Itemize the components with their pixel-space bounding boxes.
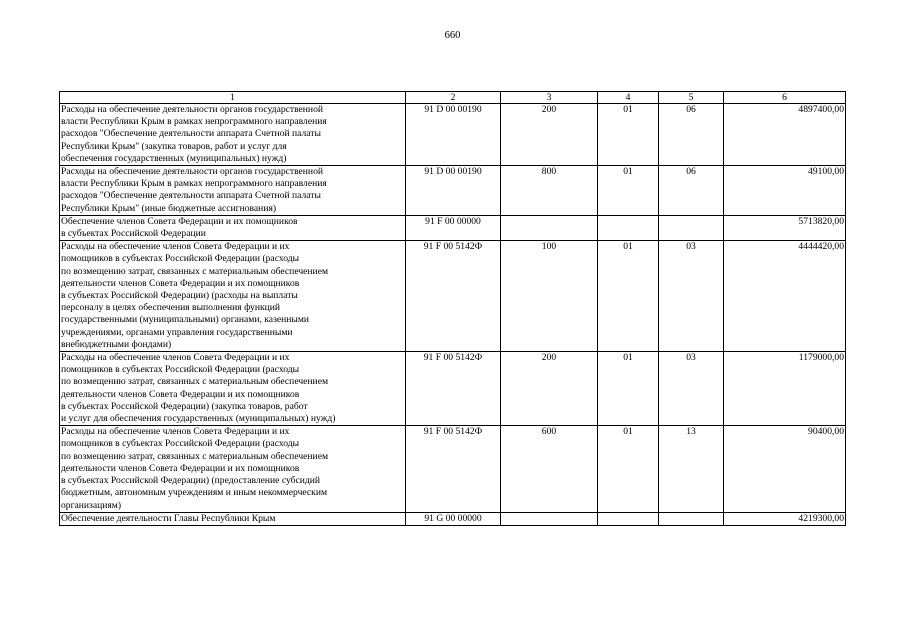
subsection-cell — [659, 512, 724, 525]
column-header-3: 3 — [501, 92, 598, 104]
page-number: 660 — [444, 30, 461, 41]
column-header-2: 2 — [406, 92, 501, 104]
expense-name-cell — [60, 104, 406, 166]
table-row — [60, 241, 846, 352]
expense-name-line: Расходы на обеспечение членов Совета Федерации и их — [61, 352, 290, 364]
expense-name-line: Расходы на обеспечение членов Совета Федерации и их — [61, 241, 290, 253]
expense-name-cell — [60, 352, 406, 426]
column-header-4: 4 — [598, 92, 659, 104]
expense-type-cell: 600 — [501, 426, 598, 512]
target-code-cell: 91 D 00 00190 — [406, 104, 501, 166]
expense-name-cell — [60, 215, 406, 240]
expense-name-line: Республики Крым" (иные бюджетные ассигнования) — [61, 202, 277, 214]
table-row — [60, 215, 846, 240]
expense-name-line: государственными (муниципальными) органами, казенными — [61, 314, 310, 326]
expense-type-cell: 800 — [501, 166, 598, 216]
expense-name-line: учреждениями, органами управления государственными — [61, 326, 293, 338]
expense-type-cell — [501, 512, 598, 525]
expense-name-line: помощников в субъектах Российской Федерации (расходы — [61, 253, 300, 265]
section-cell: 01 — [598, 352, 659, 426]
section-cell: 01 — [598, 104, 659, 166]
table-row — [60, 426, 846, 512]
expense-type-cell: 200 — [501, 352, 598, 426]
expense-name-line: и услуг для обеспечения государственных (муниципальных) нужд) — [61, 413, 336, 425]
column-header-1: 1 — [60, 92, 406, 104]
expense-name-line: деятельности членов Совета Федерации и их помощников — [61, 462, 300, 474]
expense-name-line: по возмещению затрат, связанных с материальным обеспечением — [61, 376, 329, 388]
table-body — [60, 104, 846, 526]
target-code-cell: 91 F 00 5142Ф — [406, 426, 501, 512]
subsection-cell: 03 — [659, 352, 724, 426]
expense-name-line: внебюджетными фондами) — [61, 338, 172, 350]
expense-name-line: по возмещению затрат, связанных с материальным обеспечением — [61, 450, 329, 462]
expense-name-cell — [60, 512, 406, 525]
section-cell: 01 — [598, 426, 659, 512]
amount-cell: 49100,00 — [724, 166, 846, 216]
expense-name-line: Обеспечение членов Совета Федерации и их помощников — [61, 215, 298, 227]
table-row — [60, 104, 846, 166]
subsection-cell: 13 — [659, 426, 724, 512]
section-cell: 01 — [598, 241, 659, 352]
amount-cell: 4444420,00 — [724, 241, 846, 352]
expense-name-line: в субъектах Российской Федерации — [61, 228, 206, 240]
amount-cell: 4897400,00 — [724, 104, 846, 166]
budget-table — [59, 91, 846, 526]
expense-name-line: власти Республики Крым в рамках непрограммного направления — [61, 116, 327, 128]
amount-cell: 1179000,00 — [724, 352, 846, 426]
table-row — [60, 352, 846, 426]
expense-name-cell — [60, 166, 406, 216]
table-row — [60, 512, 846, 525]
amount-cell: 4219300,00 — [724, 512, 846, 525]
expense-type-cell: 200 — [501, 104, 598, 166]
target-code-cell: 91 D 00 00190 — [406, 166, 501, 216]
subsection-cell — [659, 215, 724, 240]
section-cell — [598, 512, 659, 525]
subsection-cell: 06 — [659, 166, 724, 216]
amount-cell: 5713820,00 — [724, 215, 846, 240]
expense-name-line: обеспечения государственных (муниципальных) нужд) — [61, 152, 287, 164]
expense-name-cell — [60, 426, 406, 512]
expense-name-line: Республики Крым" (закупка товаров, работ и услуг для — [61, 140, 287, 152]
expense-name-line: по возмещению затрат, связанных с материальным обеспечением — [61, 265, 329, 277]
target-code-cell: 91 F 00 00000 — [406, 215, 501, 240]
column-header-5: 5 — [659, 92, 724, 104]
expense-name-line: расходов "Обеспечение деятельности аппарата Счетной палаты — [61, 190, 321, 202]
table-row — [60, 166, 846, 216]
target-code-cell: 91 G 00 00000 — [406, 512, 501, 525]
expense-name-line: Обеспечение деятельности Главы Республики Крым — [61, 512, 276, 524]
column-header-6: 6 — [724, 92, 846, 104]
expense-name-line: помощников в субъектах Российской Федерации (расходы — [61, 438, 300, 450]
expense-name-line: деятельности членов Совета Федерации и их помощников — [61, 388, 300, 400]
expense-name-line: организациям) — [61, 499, 122, 511]
expense-name-line: в субъектах Российской Федерации) (расходы на выплаты — [61, 290, 298, 302]
expense-name-line: Расходы на обеспечение деятельности органов государственной — [61, 166, 324, 178]
target-code-cell: 91 F 00 5142Ф — [406, 352, 501, 426]
expense-name-line: расходов "Обеспечение деятельности аппарата Счетной палаты — [61, 128, 321, 140]
expense-name-line: Расходы на обеспечение членов Совета Федерации и их — [61, 426, 290, 438]
subsection-cell: 03 — [659, 241, 724, 352]
expense-name-line: в субъектах Российской Федерации) (предоставление субсидий — [61, 475, 321, 487]
amount-cell: 90400,00 — [724, 426, 846, 512]
expense-name-line: бюджетным, автономным учреждениям и иным некоммерческим — [61, 487, 328, 499]
expense-name-line: власти Республики Крым в рамках непрограммного направления — [61, 178, 327, 190]
expense-name-line: в субъектах Российской Федерации) (закупка товаров, работ — [61, 400, 308, 412]
expense-name-line: помощников в субъектах Российской Федерации (расходы — [61, 364, 300, 376]
subsection-cell: 06 — [659, 104, 724, 166]
section-cell: 01 — [598, 166, 659, 216]
expense-name-line: деятельности членов Совета Федерации и их помощников — [61, 277, 300, 289]
expense-name-line: Расходы на обеспечение деятельности органов государственной — [61, 104, 324, 115]
expense-type-cell — [501, 215, 598, 240]
target-code-cell: 91 F 00 5142Ф — [406, 241, 501, 352]
section-cell — [598, 215, 659, 240]
expense-type-cell: 100 — [501, 241, 598, 352]
expense-name-cell — [60, 241, 406, 352]
expense-name-line: персоналу в целях обеспечения выполнения функций — [61, 302, 281, 314]
header-row — [60, 92, 846, 104]
